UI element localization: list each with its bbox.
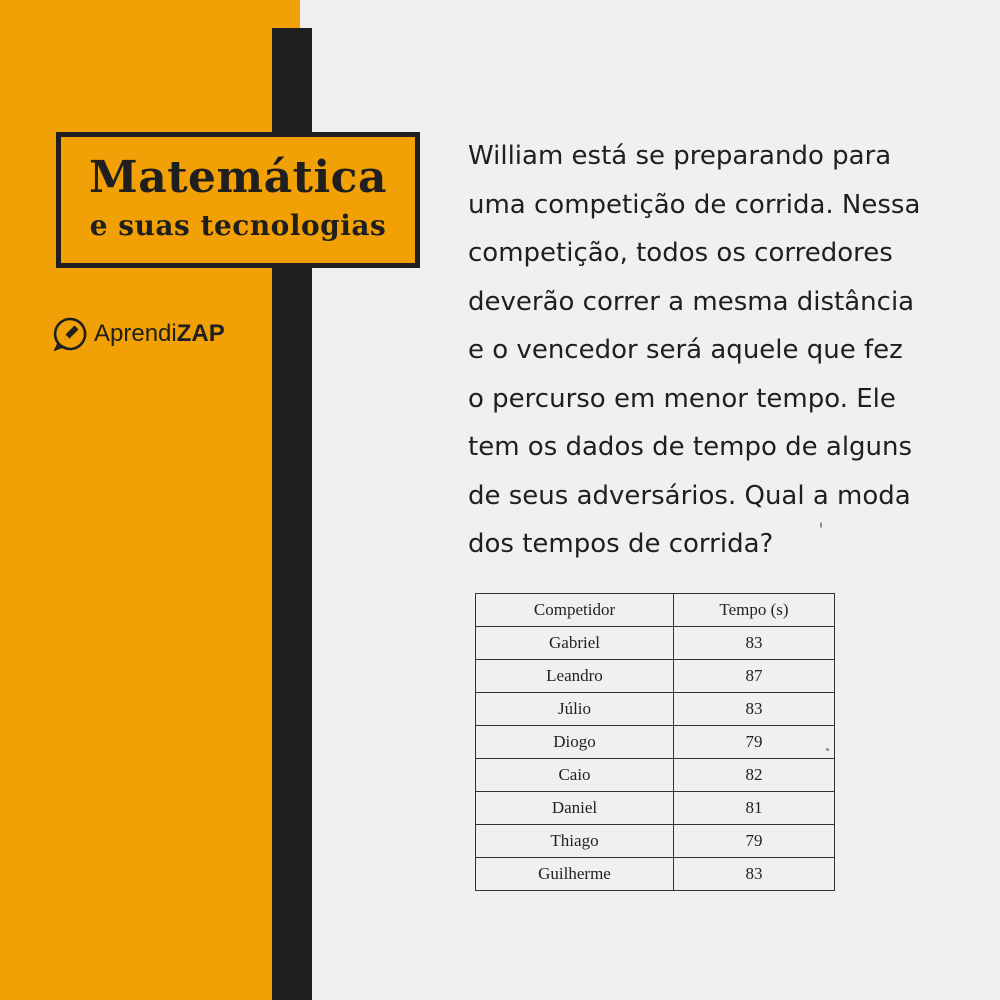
competitor-cell: Diogo [476, 726, 674, 759]
time-cell: 83 [674, 627, 835, 660]
time-cell: 82 [674, 759, 835, 792]
table-row [476, 858, 835, 891]
table-header-row [476, 594, 835, 627]
brand-logo [52, 314, 225, 354]
table-row [476, 726, 835, 759]
paper-speck [820, 522, 822, 528]
column-header-competitor: Competidor [476, 594, 674, 627]
time-cell: 79 [674, 825, 835, 858]
question-line: de seus adversários. Qual a moda [468, 480, 911, 511]
competitor-cell: Thiago [476, 825, 674, 858]
question-line: e o vencedor será aquele que fez [468, 335, 903, 365]
question-line: William está se preparando para [468, 141, 892, 171]
subject-subtitle: e suas tecnologias [89, 209, 387, 242]
time-cell: 81 [674, 792, 835, 825]
question-line: dos tempos de corrida? [468, 529, 774, 559]
subject-title-box [56, 132, 420, 268]
time-cell: 83 [674, 693, 835, 726]
brand-name: AprendiZAP [94, 320, 225, 347]
question-line: tem os dados de tempo de alguns [468, 432, 913, 462]
question-line: competição, todos os corredores [468, 238, 893, 268]
paper-speck [826, 748, 829, 751]
top-notch [300, 0, 312, 28]
pencil-chat-icon [52, 316, 88, 352]
competitor-cell: Gabriel [476, 627, 674, 660]
time-cell: 79 [674, 726, 835, 759]
times-table [475, 593, 835, 891]
question-line: o percurso em menor tempo. Ele [468, 383, 896, 414]
table-row [476, 759, 835, 792]
question-line: deverão correr a mesma distância [468, 286, 915, 317]
competitor-cell: Caio [476, 759, 674, 792]
table-row [476, 825, 835, 858]
time-cell: 87 [674, 660, 835, 693]
table-row [476, 660, 835, 693]
subject-title: Matemática [89, 152, 387, 203]
question-line: uma competição de corrida. Nessa [468, 189, 921, 220]
table-row [476, 693, 835, 726]
question-text [468, 132, 978, 569]
competitor-cell: Guilherme [476, 858, 674, 891]
table-row [476, 627, 835, 660]
column-header-time: Tempo (s) [674, 594, 835, 627]
competitor-cell: Júlio [476, 693, 674, 726]
competitor-cell: Daniel [476, 792, 674, 825]
competitor-cell: Leandro [476, 660, 674, 693]
table-row [476, 792, 835, 825]
time-cell: 83 [674, 858, 835, 891]
